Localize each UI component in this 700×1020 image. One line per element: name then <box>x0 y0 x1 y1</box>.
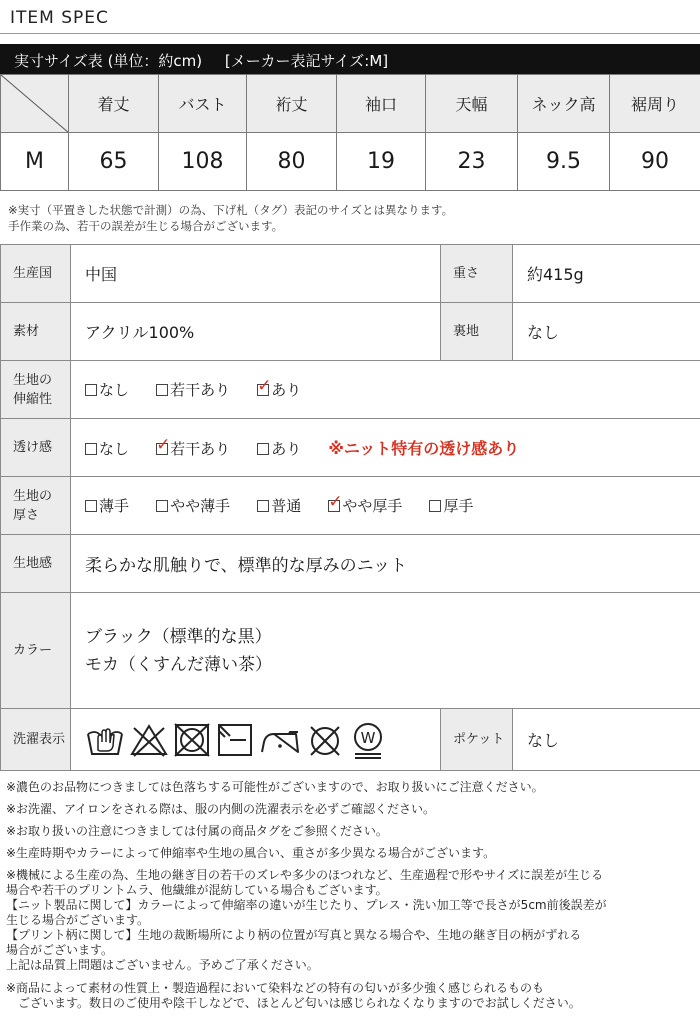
sheer-options <box>71 419 700 477</box>
color-label: カラー <box>1 593 71 709</box>
thickness-options <box>71 477 700 535</box>
option-label: 薄手 <box>99 497 130 515</box>
sheer-note: ※ニット特有の透け感あり <box>328 439 520 458</box>
checkbox <box>429 500 441 512</box>
thickness-label-line: 生地の <box>13 488 53 504</box>
size-table-caption: 実寸サイズ表 (単位：約cm) <box>14 52 203 70</box>
size-value-cell: 108 <box>159 133 247 191</box>
option-label: 若干あり <box>170 381 231 399</box>
material-label: 素材 <box>1 303 71 361</box>
stretch-label-line: 生地の <box>13 372 53 388</box>
stretch-option-checked <box>257 376 302 400</box>
no-bleach-icon <box>130 720 168 760</box>
hand-wash-icon <box>85 720 125 760</box>
lining-label: 裏地 <box>441 303 513 361</box>
color-values <box>71 593 700 709</box>
footer-note: ※商品によって素材の性質上・製造過程において染料などの特有の匂いが多少強く感じられるものも <box>6 981 545 995</box>
checkbox <box>257 443 269 455</box>
spec-row-care <box>1 709 700 771</box>
size-table-corner <box>1 75 69 133</box>
thickness-option <box>429 495 473 516</box>
option-label: あり <box>271 381 302 399</box>
spec-row-thickness <box>1 477 700 535</box>
thickness-option <box>257 495 301 516</box>
stretch-label-line: 伸縮性 <box>13 391 53 407</box>
size-col-header: 着丈 <box>69 75 159 133</box>
color-value: モカ（くすんだ薄い茶） <box>85 654 272 675</box>
checkbox <box>85 443 97 455</box>
sheer-option <box>257 438 301 459</box>
spec-table <box>0 244 700 771</box>
footer-note: ※お洗濯、アイロンをされる際は、服の内側の洗濯表示を必ずご確認ください。 <box>6 802 435 816</box>
checkbox <box>156 500 168 512</box>
size-col-header: バスト <box>159 75 247 133</box>
weight-value: 約415g <box>513 245 700 303</box>
footer-note: ※機械による生産の為、生地の継ぎ目の若干のズレや多少のほつれなど、生産過程で形やサイズに誤差が生じる <box>6 868 604 882</box>
material-value: アクリル100% <box>71 303 441 361</box>
pocket-label: ポケット <box>441 709 513 771</box>
footer-note: ※お取り扱いの注意につきましては付属の商品タグをご参照ください。 <box>6 824 388 838</box>
spec-row-sheer <box>1 419 700 477</box>
check-mark-icon: ✓ <box>257 376 272 396</box>
spec-row-origin <box>1 245 700 303</box>
thickness-label-line: 厚さ <box>13 507 40 523</box>
size-col-header: 天幅 <box>426 75 518 133</box>
stretch-option <box>85 379 129 400</box>
option-label: なし <box>99 440 130 458</box>
option-label: あり <box>271 440 302 458</box>
check-mark-icon: ✓ <box>328 492 343 512</box>
thickness-label <box>1 477 71 535</box>
footer-note: ※濃色のお品物につきましては色落ちする可能性がございますので、お取り扱いにご注意ください。 <box>6 780 544 794</box>
size-value-cell: 65 <box>69 133 159 191</box>
size-col-header: 袖口 <box>337 75 426 133</box>
checkbox <box>85 384 97 396</box>
stretch-options <box>71 361 700 419</box>
header-divider <box>0 33 700 34</box>
footer-note: ※生産時期やカラーによって伸縮率や生地の風合い、重さが多少異なる場合がございます。 <box>6 846 496 860</box>
thickness-option-checked <box>328 492 403 516</box>
checkbox <box>85 500 97 512</box>
care-icons <box>71 709 441 771</box>
spec-row-stretch <box>1 361 700 419</box>
checkbox <box>257 500 269 512</box>
footer-note: 【ニット製品に関して】カラーによって伸縮率の違いが生じたり、プレス・洗い加工等で長さが5cm前後誤差が <box>6 898 607 912</box>
sheer-option-checked <box>156 435 231 459</box>
feel-value: 柔らかな肌触りで、標準的な厚みのニット <box>71 535 700 593</box>
checkbox-checked <box>257 376 272 396</box>
stretch-option <box>156 379 230 400</box>
thickness-option <box>156 495 230 516</box>
svg-text:W: W <box>360 728 376 747</box>
size-table <box>0 74 700 191</box>
size-table-header-row <box>1 75 700 133</box>
no-tumble-dry-icon <box>173 720 211 760</box>
iron-low-icon <box>259 720 301 760</box>
option-label: やや厚手 <box>342 497 403 515</box>
option-label: なし <box>99 381 130 399</box>
option-label: 普通 <box>271 497 302 515</box>
size-col-header: 裄丈 <box>247 75 337 133</box>
color-value: ブラック（標準的な黒） <box>85 626 272 647</box>
size-note: ※実寸（平置きした状態で計測）の為、下げ札（タグ）表記のサイズとは異なります。 <box>8 203 454 217</box>
spec-row-color <box>1 593 700 709</box>
size-note: 手作業の為、若干の誤差が生じる場合がございます。 <box>8 219 284 233</box>
care-label: 洗濯表示 <box>1 709 71 771</box>
footer-note: 【プリント柄に関して】生地の裁断場所により柄の位置が写真と異なる場合や、生地の継ぎ目の柄がずれる <box>6 928 582 942</box>
size-value-cell: 9.5 <box>518 133 610 191</box>
sheer-label: 透け感 <box>1 419 71 477</box>
sheer-option <box>85 438 129 459</box>
size-table-caption-bar <box>0 44 700 74</box>
size-col-header: 裾周り <box>610 75 700 133</box>
flat-dry-shade-icon <box>216 720 254 760</box>
footer-note: ございます。数日のご使用や陰干しなどで、ほとんど匂いは感じられなくなりますのでお試しください。 <box>6 996 581 1010</box>
footer-note: 場合や若干のプリントムラ、他繊維が混紡している場合もございます。 <box>6 883 388 897</box>
option-label: 若干あり <box>170 440 231 458</box>
origin-label: 生産国 <box>1 245 71 303</box>
lining-value: なし <box>513 303 700 361</box>
size-value-cell: 23 <box>426 133 518 191</box>
spec-row-material <box>1 303 700 361</box>
thickness-option <box>85 495 129 516</box>
option-label: やや薄手 <box>170 497 231 515</box>
weight-label: 重さ <box>441 245 513 303</box>
checkbox-checked <box>156 435 171 455</box>
size-value-cell: 19 <box>337 133 426 191</box>
maker-size-label: [メーカー表記サイズ:M] <box>224 52 389 70</box>
footer-note: 生じる場合がございます。 <box>6 913 150 927</box>
section-title: ITEM SPEC <box>10 8 109 28</box>
footer-note: 場合がございます。 <box>6 943 114 957</box>
size-value-cell: 80 <box>247 133 337 191</box>
check-mark-icon: ✓ <box>156 435 171 455</box>
wet-clean-gentle-icon <box>349 720 387 760</box>
pocket-value: なし <box>513 709 700 771</box>
size-name-cell: M <box>1 133 69 191</box>
footer-note: 上記は品質上問題はございません。予めご了承ください。 <box>6 958 319 972</box>
checkbox <box>156 384 168 396</box>
checkbox-checked <box>328 492 343 512</box>
spec-row-feel <box>1 535 700 593</box>
option-label: 厚手 <box>443 497 474 515</box>
no-dry-clean-icon <box>306 720 344 760</box>
feel-label: 生地感 <box>1 535 71 593</box>
origin-value: 中国 <box>71 245 441 303</box>
size-value-cell: 90 <box>610 133 700 191</box>
section-header <box>0 0 700 38</box>
stretch-label <box>1 361 71 419</box>
corner-diagonal <box>1 75 69 133</box>
size-table-row <box>1 133 700 191</box>
size-col-header: ネック高 <box>518 75 610 133</box>
